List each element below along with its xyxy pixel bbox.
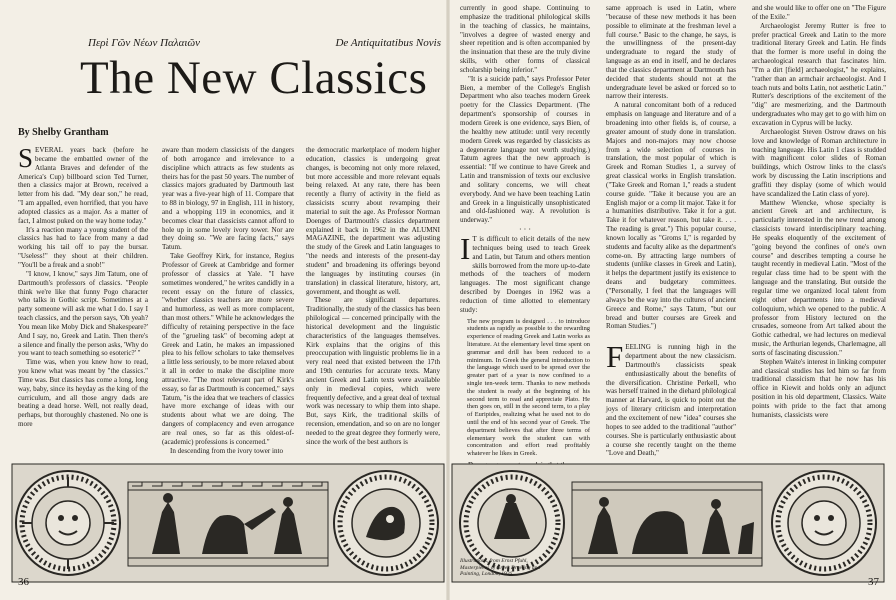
paragraph: In descending from the ivory tower into (170, 446, 284, 455)
column-4 (460, 4, 590, 456)
paragraph: and she would like to offer one on "The Figure of the Exile." (752, 4, 886, 21)
paragraph: aware than modern classicists of the dangers of both arrogance and irrelevance to a discipline which attracts as few students as theirs has for the past 50 years. The number of classics majors graduated by Dartmouth last year was a five-year high of 11. Compare that to 88 in biology, 97 in English, 111 in history, and a whopping 119 in economics, and it becomes clear that classicists cannot afford to hole up in some lovely ivory tower. Nor are they doing so. "We are facing facts," says Tatum. (162, 146, 294, 252)
page-number-left: 36 (18, 576, 29, 588)
paragraph: same approach is used in Latin, where "because of these new methods it has been possible to eliminate at the freshman level a full course." Basic to the change, he says, is the unwillingness of the present-day undergraduate to regard the study of language as an end in itself, and he declares that the classics department at Dartmouth has decided that students should not at the undergraduate level be asked or forced so to narrow their interests. (606, 4, 736, 101)
drop-cap-s: S (18, 143, 34, 173)
paragraph: "It is a suicide path," says Professor Peter Bien, a member of the College's English Department who also teaches modern Greek poetry for the Classics Department. (The department's sponsorship of courses in modern Greek is one evidence, says Bien, of the healthy new attitude: until very recently modern Greek was regarded by classicists as a degenerate language not worth studying.) Tatum agrees that the new approach is essential: "If we continue to have Greek and Latin and transmission of texts our exclusive and solitary concerns, we will cheat everybody. And we have been teaching Latin and Greek in a linguistically unsophisticated and old-fashioned way. A revolution is underway." (460, 74, 590, 225)
column-3 (306, 146, 440, 448)
paragraph: I T is difficult to elicit details of the new techniques being used to teach Greek and Latin, but Tatum and others mention skills borrowed from the more up-to-date methods of the teachers of modern languages. The most significant change described by Doenges in 1962 was a reduction of time allotted to elementary study: (460, 231, 590, 314)
column-1 (18, 143, 148, 448)
paragraph: Matthew Wiencke, whose specialty is ancient Greek art and architecture, is particularly interested in the new trend among classicists toward interdisciplinary teaching. He speaks eloquently of the excitement of "going beyond the confines of one's own course" and describes tempting a course he taught recently in medieval Latin. "Most of the regular class time had to be spent with the language and the translating. But outside the regular time we organized local talent from eight other departments into a medieval colloquium, which we opened to the public. A professor from History lectured on the crusades, someone from Art talked about the Gothic cathedral, we had lectures on medieval music, the Arthurian legends, Charlemagne, all sorts of fascinating discussion." (752, 198, 886, 357)
drop-cap-f: F (606, 339, 624, 375)
paragraph: "I know, I know," says Jim Tatum, one of Dartmouth's professors of classics. "People think we're like that funny Pogo character who talks in Gothic script. Sometimes at a party someone will ask me what I do. I say I teach classics, and the person says, 'Oh yeah? You mean like Moby Dick and Shakespeare?' And I say, no, Greek and Latin. Then there's a silence and finally the person asks, 'Why do you want to teach something so esoteric?' " (18, 269, 148, 358)
latin-subtitle: De Antiquitatibus Novis (335, 37, 441, 49)
column-6 (752, 4, 886, 456)
paragraph: These are significant departures. Traditionally, the study of the classics has been philological — concerned principally with the historical development and the linguistic characteristics of the languages themselves. Kirk explains that the origins of this preoccupation with linguistic problems lie in a very real need that existed between the 17th and 19th centuries for accurate texts. Many ancient Greek and Latin texts were available only in medieval copies, which were frequently defective, and a great deal of textual work was necessary to whip them into shape. But, says Kirk, the traditional skills of recension, emendation, and so on are no longer needed to the great degree they formerly were, since the work of the best authors is (306, 296, 440, 446)
paragraph: currently in good shape. Continuing to emphasize the traditional philological skills in the teaching of classics, he maintains, "involves a degree of wasted energy and sheer repetition and is often accompanied by the insinuation that these are the truly divine skills, with other forms of classical scholarship being inferior." (460, 4, 590, 74)
drop-cap-i: I (460, 231, 471, 267)
paragraph: SEVERAL years back (before he became the embattled owner of the Atlanta Braves and defender of the America's Cup) billboard scion Ted Turner, then a classics major at Brown, received a letter from his dad. "My dear son," he read, "I am appalled, even horrified, that you have adopted classics as a major. As a matter of fact, I almost puked on the way home today." (18, 143, 148, 225)
paragraph: It's a reaction many a young student of the classics has had to face from many a dad working his tail off to pay the bursar. "Useless!" they shout at their children. "You'll be a freak and a snob!" (18, 225, 148, 269)
column-2 (162, 146, 294, 455)
article-title: The New Classics (80, 52, 428, 104)
right-page (448, 0, 896, 600)
block-quote: The new program is designed . . . to introduce students as rapidly as possible to the rewarding experience of reading Greek and Latin works as literature. At the elementary level time spent on grammar and drill has been reduced to a minimum. In Greek the general introduction to the language which used to be spread over the greater part of a year is now confined to a single ten-week term. Thanks to new methods the student is ready at the beginning of his second term to read and appreciate Plato. He then goes on, still in the second term, to a play of Euripides, realizing what he used not to do until the end of his second year of Greek. The department believes that after three terms of elementary work the student can with concentration and effort read profitably whatever he likes in Greek. (467, 317, 590, 458)
greek-frieze-illustration-left (12, 462, 444, 584)
paragraph: Stephen Waite's interest in linking computer and classical studies has led him so far from traditional classicism that he now has his office in Kiewit and holds only an adjunct position in his old department, Classics. Waite points with pride to the fact that among humanists, classicists were (752, 357, 886, 419)
illustration-caption: Illustrations, from Ernst Pfuhl, Masterpieces of Greek Drawing and Painting, London, 1926. (460, 558, 541, 578)
paragraph: A natural concomitant both of a reduced emphasis on language and literature and of a broadening into other fields is, of course, a greater amount of study done in translation. Majors and non-majors may now choose from a wide selection of courses in translation, the most popular of which is Greek and Roman Studies 1, a survey of great classical works in English translation. ("Take Greek and Roman 1," reads a student course guide. "Take it because you are an English major or a comp lit major. Take it for a humanities distributive. Take it for a gut. Take it for whatever reason, but take it. . . . The reading is great.") This popular course, known locally as "Groms I," is regarded by students and faculty alike as the department's come-on. By attracting large numbers of students (unlike classes in Greek and Latin), it helps the department justify its existence to deans and budgetary committees. ("Personally, I feel that the languages will always be the way into the cultures of ancient Greece and Rome," says Tatum, "but our bread and butter courses are Greek and Roman Studies.") (606, 101, 736, 331)
section-break (606, 331, 736, 343)
paragraph: the democratic marketplace of modern higher education, classics is undergoing great changes, is becoming not only more relaxed, but more accessible and more relevant equals being relaxed. At any rate, there has been recently a flurry of activity in the field as classicists scurry about revamping their material to suit the age. As Professor Norman Doenges of Dartmouth's classics department explained it back in 1962 in the ALUMNI MAGAZINE, the department was adjusting the study of the Greek and Latin languages to "the needs and interests of the present-day student" and broadening its offerings beyond the languages by instituting courses (in translation) in classical literature, history, art, government, and thought as well. (306, 146, 440, 296)
page-number-right: 37 (868, 576, 879, 588)
paragraph: Time was, when you knew how to read, you knew what was meant by "the classics." Time was. But classics has come a long, long way, baby, since its heyday as the king of the curriculum, and all those angry dads are beating a dead horse. Well, not really dead, perhaps, but thoroughly chastened. No one is more (18, 358, 148, 429)
section-break: · · · (519, 225, 531, 235)
paragraph: Archaeologist Steven Ostrow draws on his love and knowledge of Roman architecture in teaching language. His Latin 1 class is studded with magnificent color slides of Roman buildings, which Ostrow links to the class's work by discussing the Latin inscriptions and graffiti they display (some of which would have scandalized the Latin class of yore). (752, 127, 886, 198)
paragraph: Archaeologist Jeremy Rutter is free to prefer practical Greek and Latin to the more traditional literary Greek and Latin. He finds that the former is more useful in doing the archaeological research that fascinates him. "I'm a dirt [field] archaeologist," he explains, "rather than an armchair archaeologist. And I teach nuts and bolts Latin, not aesthetic Latin." Rutter's descriptions of the excitement of the "dig" are mesmerizing, and the Dartmouth undergraduates who may get to go with him on excavation in Cyprus will be lucky. (752, 21, 886, 127)
byline: By Shelby Grantham (18, 127, 109, 138)
greek-subtitle: Περὶ Γῶν Νέων Παλαιῶν (88, 37, 201, 49)
paragraph: FEELING is running high in the department about the new classicism. Dartmouth's classicists speak enthusiastically about the benefits of the diversification. Christine Perkell, who was herself trained in the diehard philological manner at Harvard, is quick to point out the joys of literary criticism and interpretation and the excitement of new "idea" courses she hopes to see added to the traditional "author" courses. She is particularly enthusiastic about a course she recently taught on the theme "Love and Death," (606, 339, 737, 458)
column-5 (606, 4, 736, 456)
paragraph: Take Geoffrey Kirk, for instance, Regius Professor of Greek at Cambridge and former professor of classics at Yale. "I have sometimes wondered," he writes candidly in a recent essay on the future of classics, "whether classics teachers are more severe and humorless, as well as more complacent, than most others." While he acknowledges the difficulty of retaining perspective in the face of the "grueling task" of becoming adept at Greek and Latin, he makes an impassioned plea to his fellow scholars to take themselves a little less seriously, to be more relaxed about it all in order to make the discipline more attractive. "The most relevant part of Kirk's essay, so far as Dartmouth is concerned," says Tatum, "is the idea that we teachers of classics have more exchange of ideas with our students about what we are doing. The dangers of complacency and even arrogance are real ones, so far as this oldest-of-(academic) professions is concerned." (162, 252, 294, 446)
